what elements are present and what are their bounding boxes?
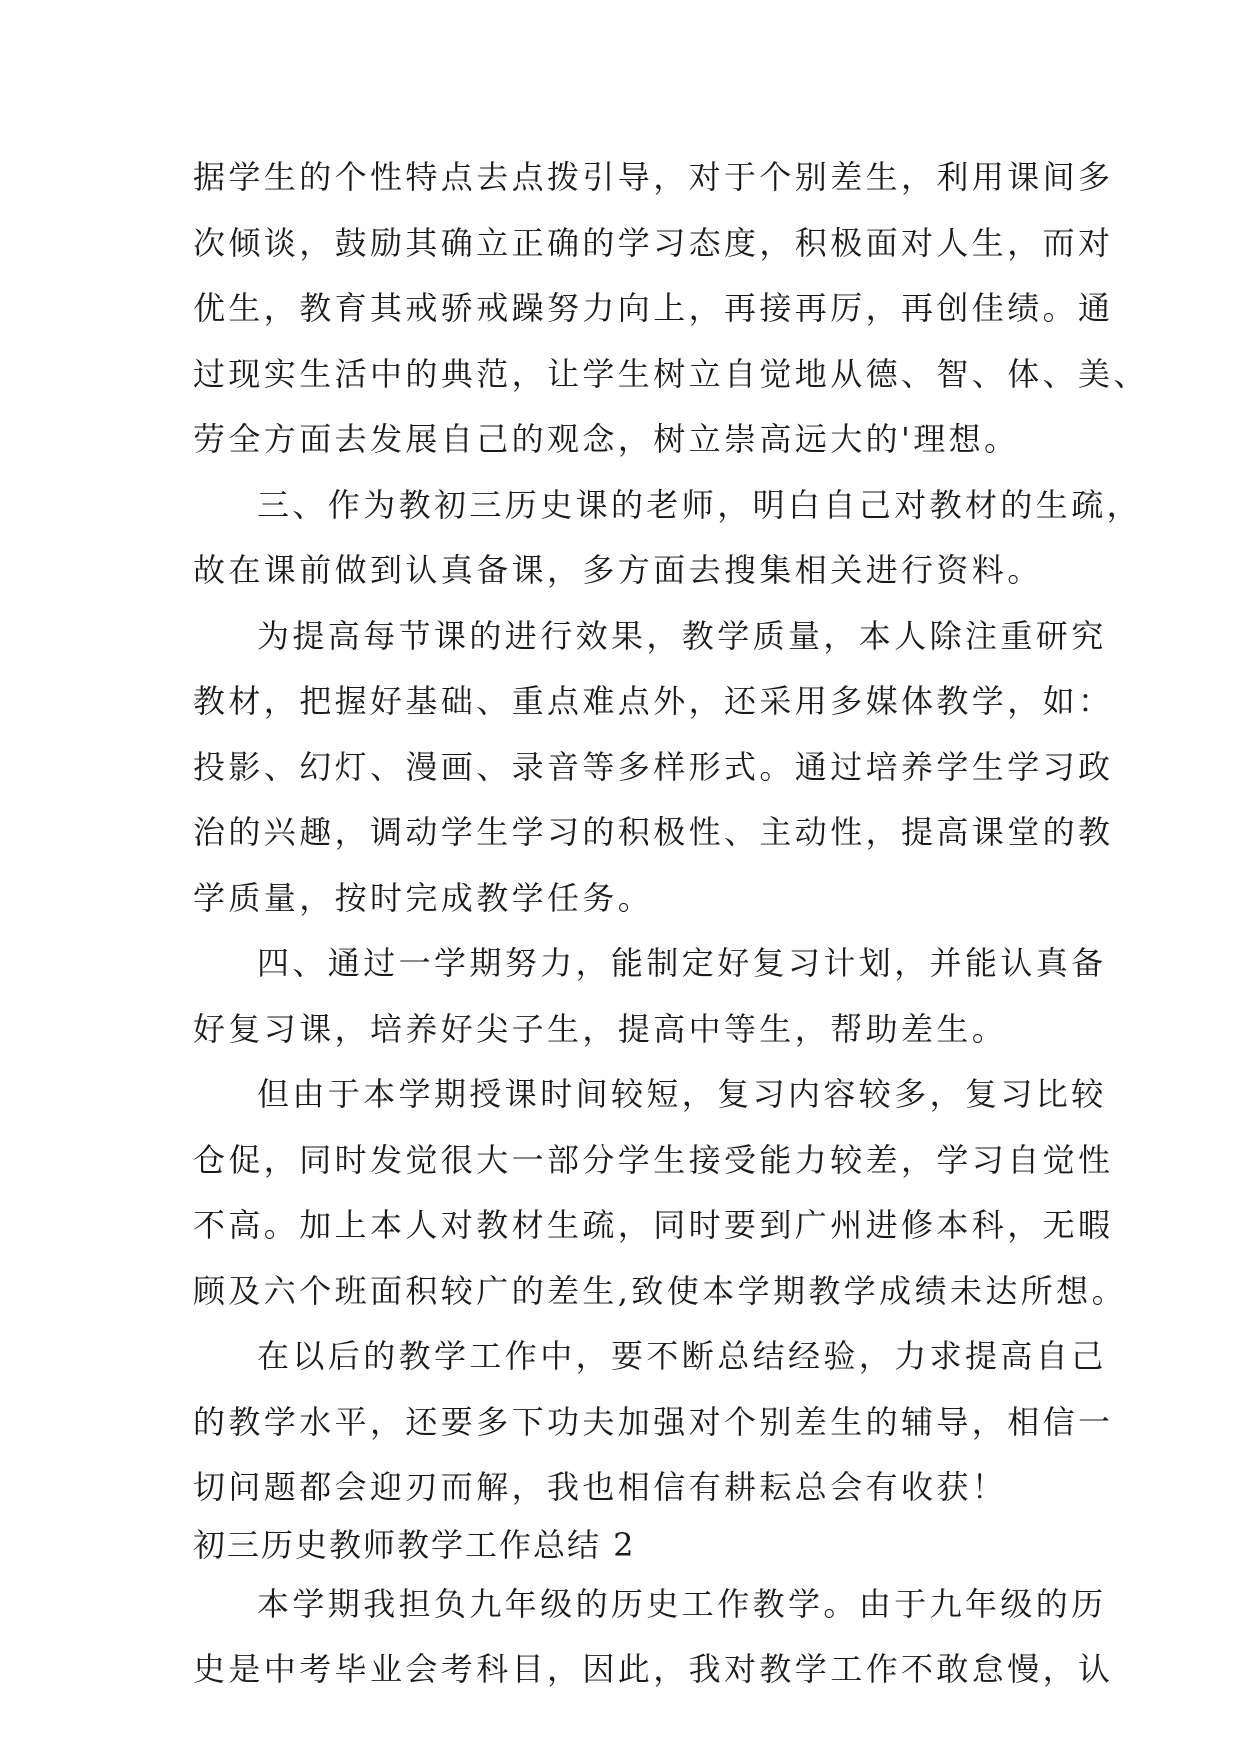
- text-line: 好复习课，培养好尖子生，提高中等生，帮助差生。: [193, 1010, 1008, 1048]
- text-line: 优生，教育其戒骄戒躁努力向上，再接再厉，再创佳绩。通: [193, 289, 1114, 327]
- section-heading: 初三历史教师教学工作总结 2: [193, 1526, 636, 1564]
- text-line: 投影、幻灯、漫画、录音等多样形式。通过培养学生学习政: [193, 748, 1114, 786]
- text-line: 过现实生活中的典范，让学生树立自觉地从德、智、体、美、: [193, 355, 1149, 393]
- text-line: 仓促，同时发觉很大一部分学生接受能力较差，学习自觉性: [193, 1141, 1114, 1179]
- paragraph-start: 本学期我担负九年级的历史工作教学。由于九年级的历: [257, 1585, 1107, 1623]
- text-line: 顾及六个班面积较广的差生,致使本学期教学成绩未达所想。: [193, 1272, 1127, 1310]
- text-line: 学质量，按时完成教学任务。: [193, 879, 654, 917]
- paragraph-start: 四、通过一学期努力，能制定好复习计划，并能认真备: [257, 944, 1107, 982]
- paragraph-start: 为提高每节课的进行效果，教学质量，本人除注重研究: [257, 617, 1107, 655]
- text-line: 切问题都会迎刃而解，我也相信有耕耘总会有收获！: [193, 1468, 1008, 1506]
- text-line: 治的兴趣，调动学生学习的积极性、主动性，提高课堂的教: [193, 813, 1114, 851]
- text-line: 故在课前做到认真备课，多方面去搜集相关进行资料。: [193, 551, 1043, 589]
- text-line: 劳全方面去发展自己的观念，树立崇高远大的'理想。: [193, 420, 1020, 458]
- text-line: 教材，把握好基础、重点难点外，还采用多媒体教学，如：: [193, 682, 1114, 720]
- paragraph-start: 但由于本学期授课时间较短，复习内容较多，复习比较: [257, 1075, 1107, 1113]
- text-line: 据学生的个性特点去点拨引导，对于个别差生，利用课间多: [193, 158, 1114, 196]
- paragraph-start: 在以后的教学工作中，要不断总结经验，力求提高自己: [257, 1337, 1107, 1375]
- text-line: 的教学水平，还要多下功夫加强对个别差生的辅导，相信一: [193, 1403, 1114, 1441]
- text-line: 不高。加上本人对教材生疏，同时要到广州进修本科，无暇: [193, 1206, 1114, 1244]
- paragraph-start: 三、作为教初三历史课的老师，明白自己对教材的生疏，: [257, 486, 1143, 524]
- text-line: 史是中考毕业会考科目，因此，我对教学工作不敢怠慢，认: [193, 1650, 1114, 1688]
- text-line: 次倾谈，鼓励其确立正确的学习态度，积极面对人生，而对: [193, 224, 1114, 262]
